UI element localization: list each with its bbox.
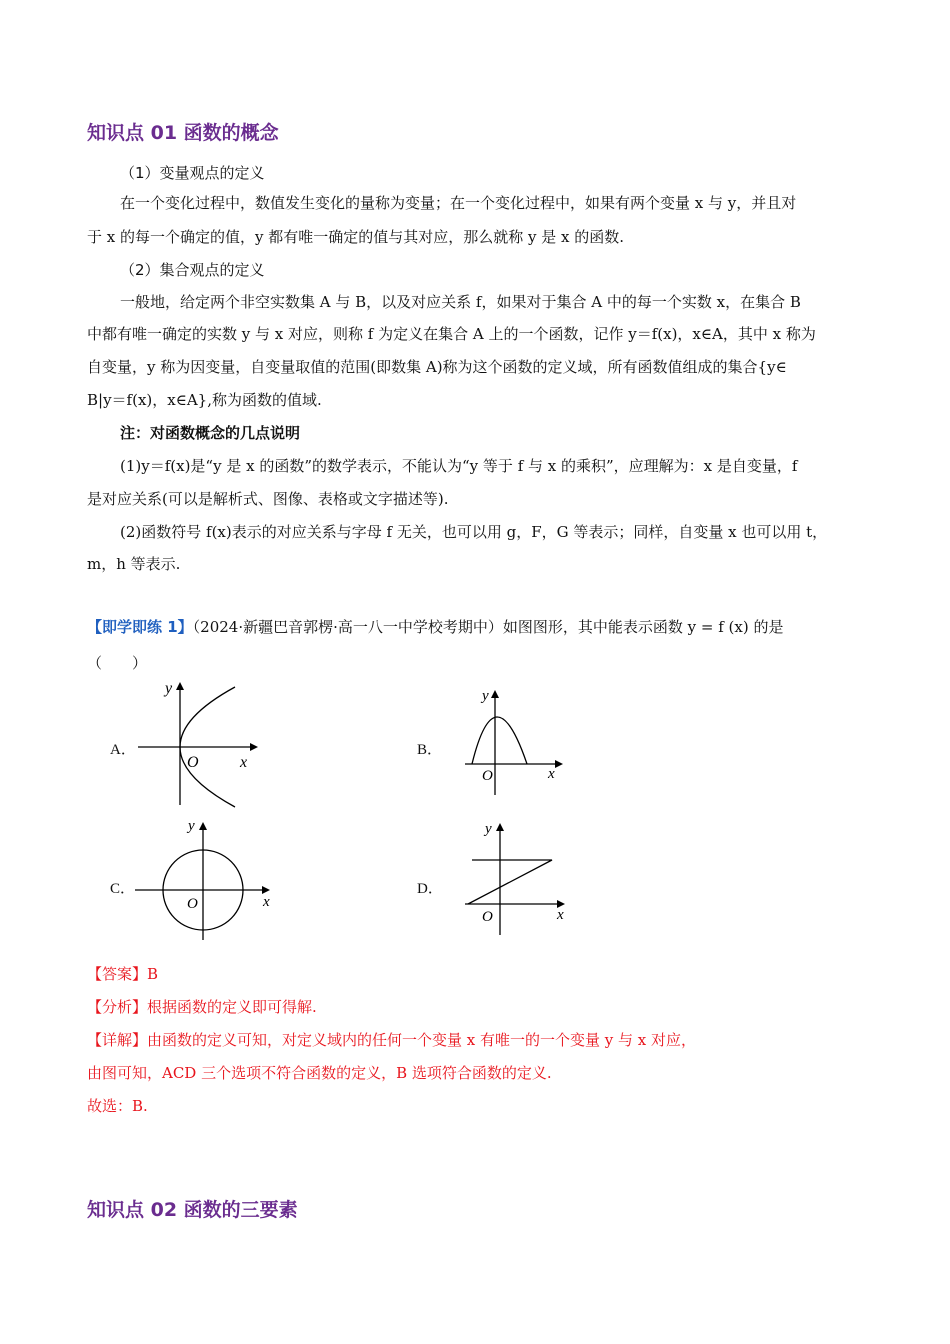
option-b-label: B．	[417, 742, 443, 758]
answer-line	[87, 963, 867, 984]
paragraph-line: 一般地，给定两个非空实数集 A 与 B，以及对应关系 f，如果对于集合 A 中的每一个实数 x，在集合 B	[120, 293, 801, 311]
note-line: 是对应关系(可以是解析式、图像、表格或文字描述等).	[87, 490, 449, 508]
subheading-variable-definition: （1）变量观点的定义	[120, 164, 265, 182]
detail-line	[87, 1029, 867, 1050]
analysis-tag: 【分析】	[87, 998, 148, 1016]
x-axis-label: x	[263, 894, 270, 910]
detail-line-3: 故选：B.	[87, 1097, 148, 1115]
origin-label: O	[187, 754, 199, 771]
answer-tag: 【答案】	[87, 965, 148, 983]
paragraph-line: 在一个变化过程中，数值发生变化的量称为变量；在一个变化过程中，如果有两个变量 x 与 y，并且对	[120, 194, 797, 212]
y-axis-label: y	[485, 821, 492, 837]
note-title: 注：对函数概念的几点说明	[120, 424, 301, 442]
graph-b	[460, 680, 570, 800]
paragraph-line: 自变量，y 称为因变量，自变量取值的范围(即数集 A)称为这个函数的定义域，所有函数值组成的集合{y∈	[87, 358, 787, 376]
note-line: m，h 等表示.	[87, 555, 181, 573]
option-c-label: C．	[110, 881, 136, 897]
paragraph-line: 于 x 的每一个确定的值，y 都有唯一确定的值与其对应，那么就称 y 是 x 的函数.	[87, 228, 625, 246]
note-line: (1)y＝f(x)是“y 是 x 的函数”的数学表示，不能认为“y 等于 f 与 x 的乘积”，应理解为：x 是自变量，f	[120, 457, 798, 475]
paragraph-line: 中都有唯一确定的实数 y 与 x 对应，则称 f 为定义在集合 A 上的一个函数，记作 y＝f(x)，x∈A，其中 x 称为	[87, 325, 816, 343]
graph-a	[130, 675, 270, 810]
origin-label: O	[482, 768, 493, 784]
note-line: (2)函数符号 f(x)表示的对应关系与字母 f 无关，也可以用 g，F，G 等表示；同样，自变量 x 也可以用 t，	[120, 523, 828, 541]
y-axis-label: y	[165, 680, 173, 697]
answer-value: B	[147, 965, 159, 983]
graph-d	[460, 815, 580, 940]
x-axis-label: x	[557, 907, 564, 923]
option-d-label: D．	[417, 881, 443, 897]
x-axis-label: x	[240, 754, 248, 771]
paragraph-line: B|y＝f(x)，x∈A},称为函数的值域.	[87, 391, 322, 409]
origin-label: O	[482, 909, 493, 925]
answer-paren: （ ）	[87, 654, 148, 672]
analysis-text: 根据函数的定义即可得解.	[147, 998, 317, 1016]
detail-tag: 【详解】	[87, 1031, 148, 1049]
exercise-question-text: （2024·新疆巴音郭楞·高一八一中学校考期中）如图图形，其中能表示函数 y = f (x) 的是	[192, 618, 784, 636]
detail-text: 由函数的定义可知，对定义域内的任何一个变量 x 有唯一的一个变量 y 与 x 对应，	[147, 1031, 697, 1049]
exercise-question	[87, 616, 867, 637]
analysis-line	[87, 996, 867, 1017]
exercise-tag: 【即学即练 1】	[87, 618, 193, 636]
origin-label: O	[187, 896, 198, 912]
graph-c	[130, 812, 280, 942]
option-a-label: A．	[110, 742, 136, 758]
detail-line-2: 由图可知，ACD 三个选项不符合函数的定义，B 选项符合函数的定义.	[87, 1064, 552, 1082]
section-title-1: 知识点 01 函数的概念	[87, 122, 279, 144]
subheading-set-definition: （2）集合观点的定义	[120, 261, 265, 279]
y-axis-label: y	[482, 688, 489, 704]
y-axis-label: y	[188, 818, 195, 834]
section-title-2: 知识点 02 函数的三要素	[87, 1199, 298, 1221]
x-axis-label: x	[548, 766, 555, 782]
